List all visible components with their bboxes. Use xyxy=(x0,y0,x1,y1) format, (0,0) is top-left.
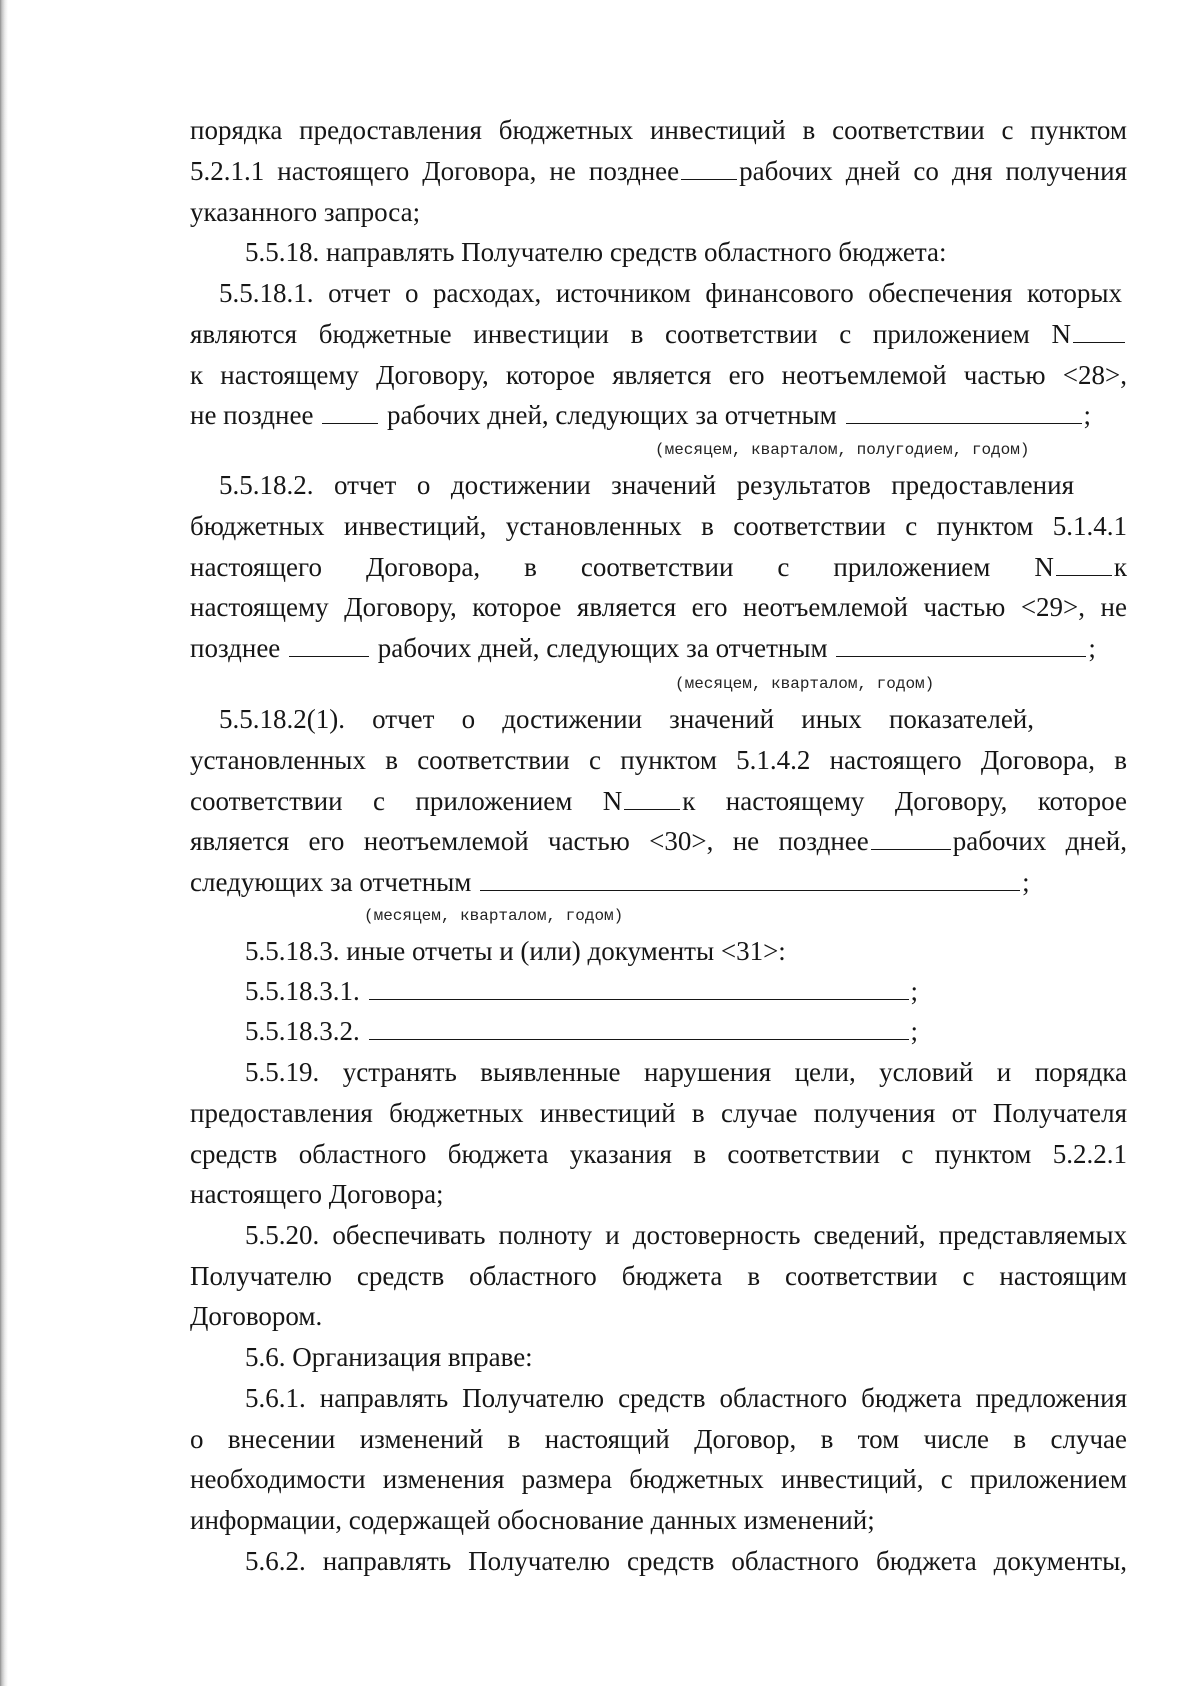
text-line: к настоящему Договору, которое является его неотъемлемой частью <28>, xyxy=(190,360,1127,390)
text-line: настоящему Договору, которое является его неотъемлемой частью <29>, не xyxy=(190,592,1127,622)
text-line: настоящего Договора; xyxy=(190,1179,444,1209)
fill-blank xyxy=(836,634,1086,657)
fill-blank xyxy=(681,157,737,180)
fill-blank xyxy=(846,401,1082,424)
fill-blank xyxy=(369,977,909,1000)
text-line: предоставления бюджетных инвестиций в случае получения от Получателя xyxy=(190,1098,1127,1128)
text-line: информации, содержащей обоснование данных изменений; xyxy=(190,1505,875,1535)
text-line: не позднее рабочих дней, следующих за отчетным ; xyxy=(190,400,1092,430)
text-line: следующих за отчетным ; xyxy=(190,867,1030,897)
fill-blank xyxy=(322,401,378,424)
text-line: позднее рабочих дней, следующих за отчетным ; xyxy=(190,633,1096,663)
field-hint: (месяцем, кварталом, полугодием, годом) xyxy=(655,441,1030,459)
text-line: 5.5.18.1. отчет о расходах, источником финансового обеспечения которых xyxy=(219,278,1122,308)
text-line: соответствии с приложением N к настоящему Договору, которое xyxy=(190,786,1127,816)
text-line: указанного запроса; xyxy=(190,197,421,227)
text-line: установленных в соответствии с пунктом 5.1.4.2 настоящего Договора, в xyxy=(190,745,1127,775)
clause-heading: 5.5.19. устранять выявленные нарушения цели, условий и порядка xyxy=(245,1057,1127,1087)
field-hint: (месяцем, кварталом, годом) xyxy=(364,907,624,925)
clause-heading: 5.5.20. обеспечивать полноту и достоверность сведений, представляемых xyxy=(245,1220,1127,1250)
text-line: необходимости изменения размера бюджетных инвестиций, с приложением xyxy=(190,1464,1127,1494)
text-line: являются бюджетные инвестиции в соответствии с приложением N xyxy=(190,317,1127,351)
clause-heading: 5.6.1. направлять Получателю средств областного бюджета предложения xyxy=(245,1383,1127,1413)
fill-blank xyxy=(1056,553,1112,576)
text-line: настоящего Договора, в соответствии с приложением N к xyxy=(190,552,1127,582)
text-line: 5.5.18.3.2. ; xyxy=(245,1016,919,1046)
text-line: средств областного бюджета указания в соответствии с пунктом 5.2.2.1 xyxy=(190,1139,1127,1169)
text-line: порядка предоставления бюджетных инвестиций в соответствии с пунктом xyxy=(190,115,1127,145)
text-line: 5.5.18.2(1). отчет о достижении значений иных показателей, xyxy=(219,704,1034,734)
text-line: 5.5.18.3.1. ; xyxy=(245,976,919,1006)
text-line: Получателю средств областного бюджета в соответствии с настоящим xyxy=(190,1261,1127,1291)
clause-heading: 5.5.18.3. иные отчеты и (или) документы <31>: xyxy=(245,936,786,966)
text-line: бюджетных инвестиций, установленных в соответствии с пунктом 5.1.4.1 xyxy=(190,511,1127,541)
clause-heading: 5.5.18. направлять Получателю средств областного бюджета: xyxy=(245,237,947,267)
text-line: 5.2.1.1 настоящего Договора, не позднее рабочих дней со дня получения xyxy=(190,156,1127,186)
text-line: 5.5.18.2. отчет о достижении значений результатов предоставления xyxy=(219,470,1074,500)
clause-heading: 5.6.2. направлять Получателю средств областного бюджета документы, xyxy=(245,1546,1127,1576)
fill-blank xyxy=(369,1017,909,1040)
text-line: Договором. xyxy=(190,1301,323,1331)
text-line: о внесении изменений в настоящий Договор, в том числе в случае xyxy=(190,1424,1127,1454)
scan-edge xyxy=(0,0,8,1686)
fill-blank xyxy=(624,787,680,810)
fill-blank xyxy=(480,868,1020,891)
fill-blank xyxy=(289,634,369,657)
text-line: является его неотъемлемой частью <30>, не позднее рабочих дней, xyxy=(190,826,1128,856)
field-hint: (месяцем, кварталом, годом) xyxy=(675,675,935,693)
fill-blank xyxy=(1073,320,1125,343)
section-heading: 5.6. Организация вправе: xyxy=(245,1342,533,1372)
fill-blank xyxy=(871,827,951,850)
